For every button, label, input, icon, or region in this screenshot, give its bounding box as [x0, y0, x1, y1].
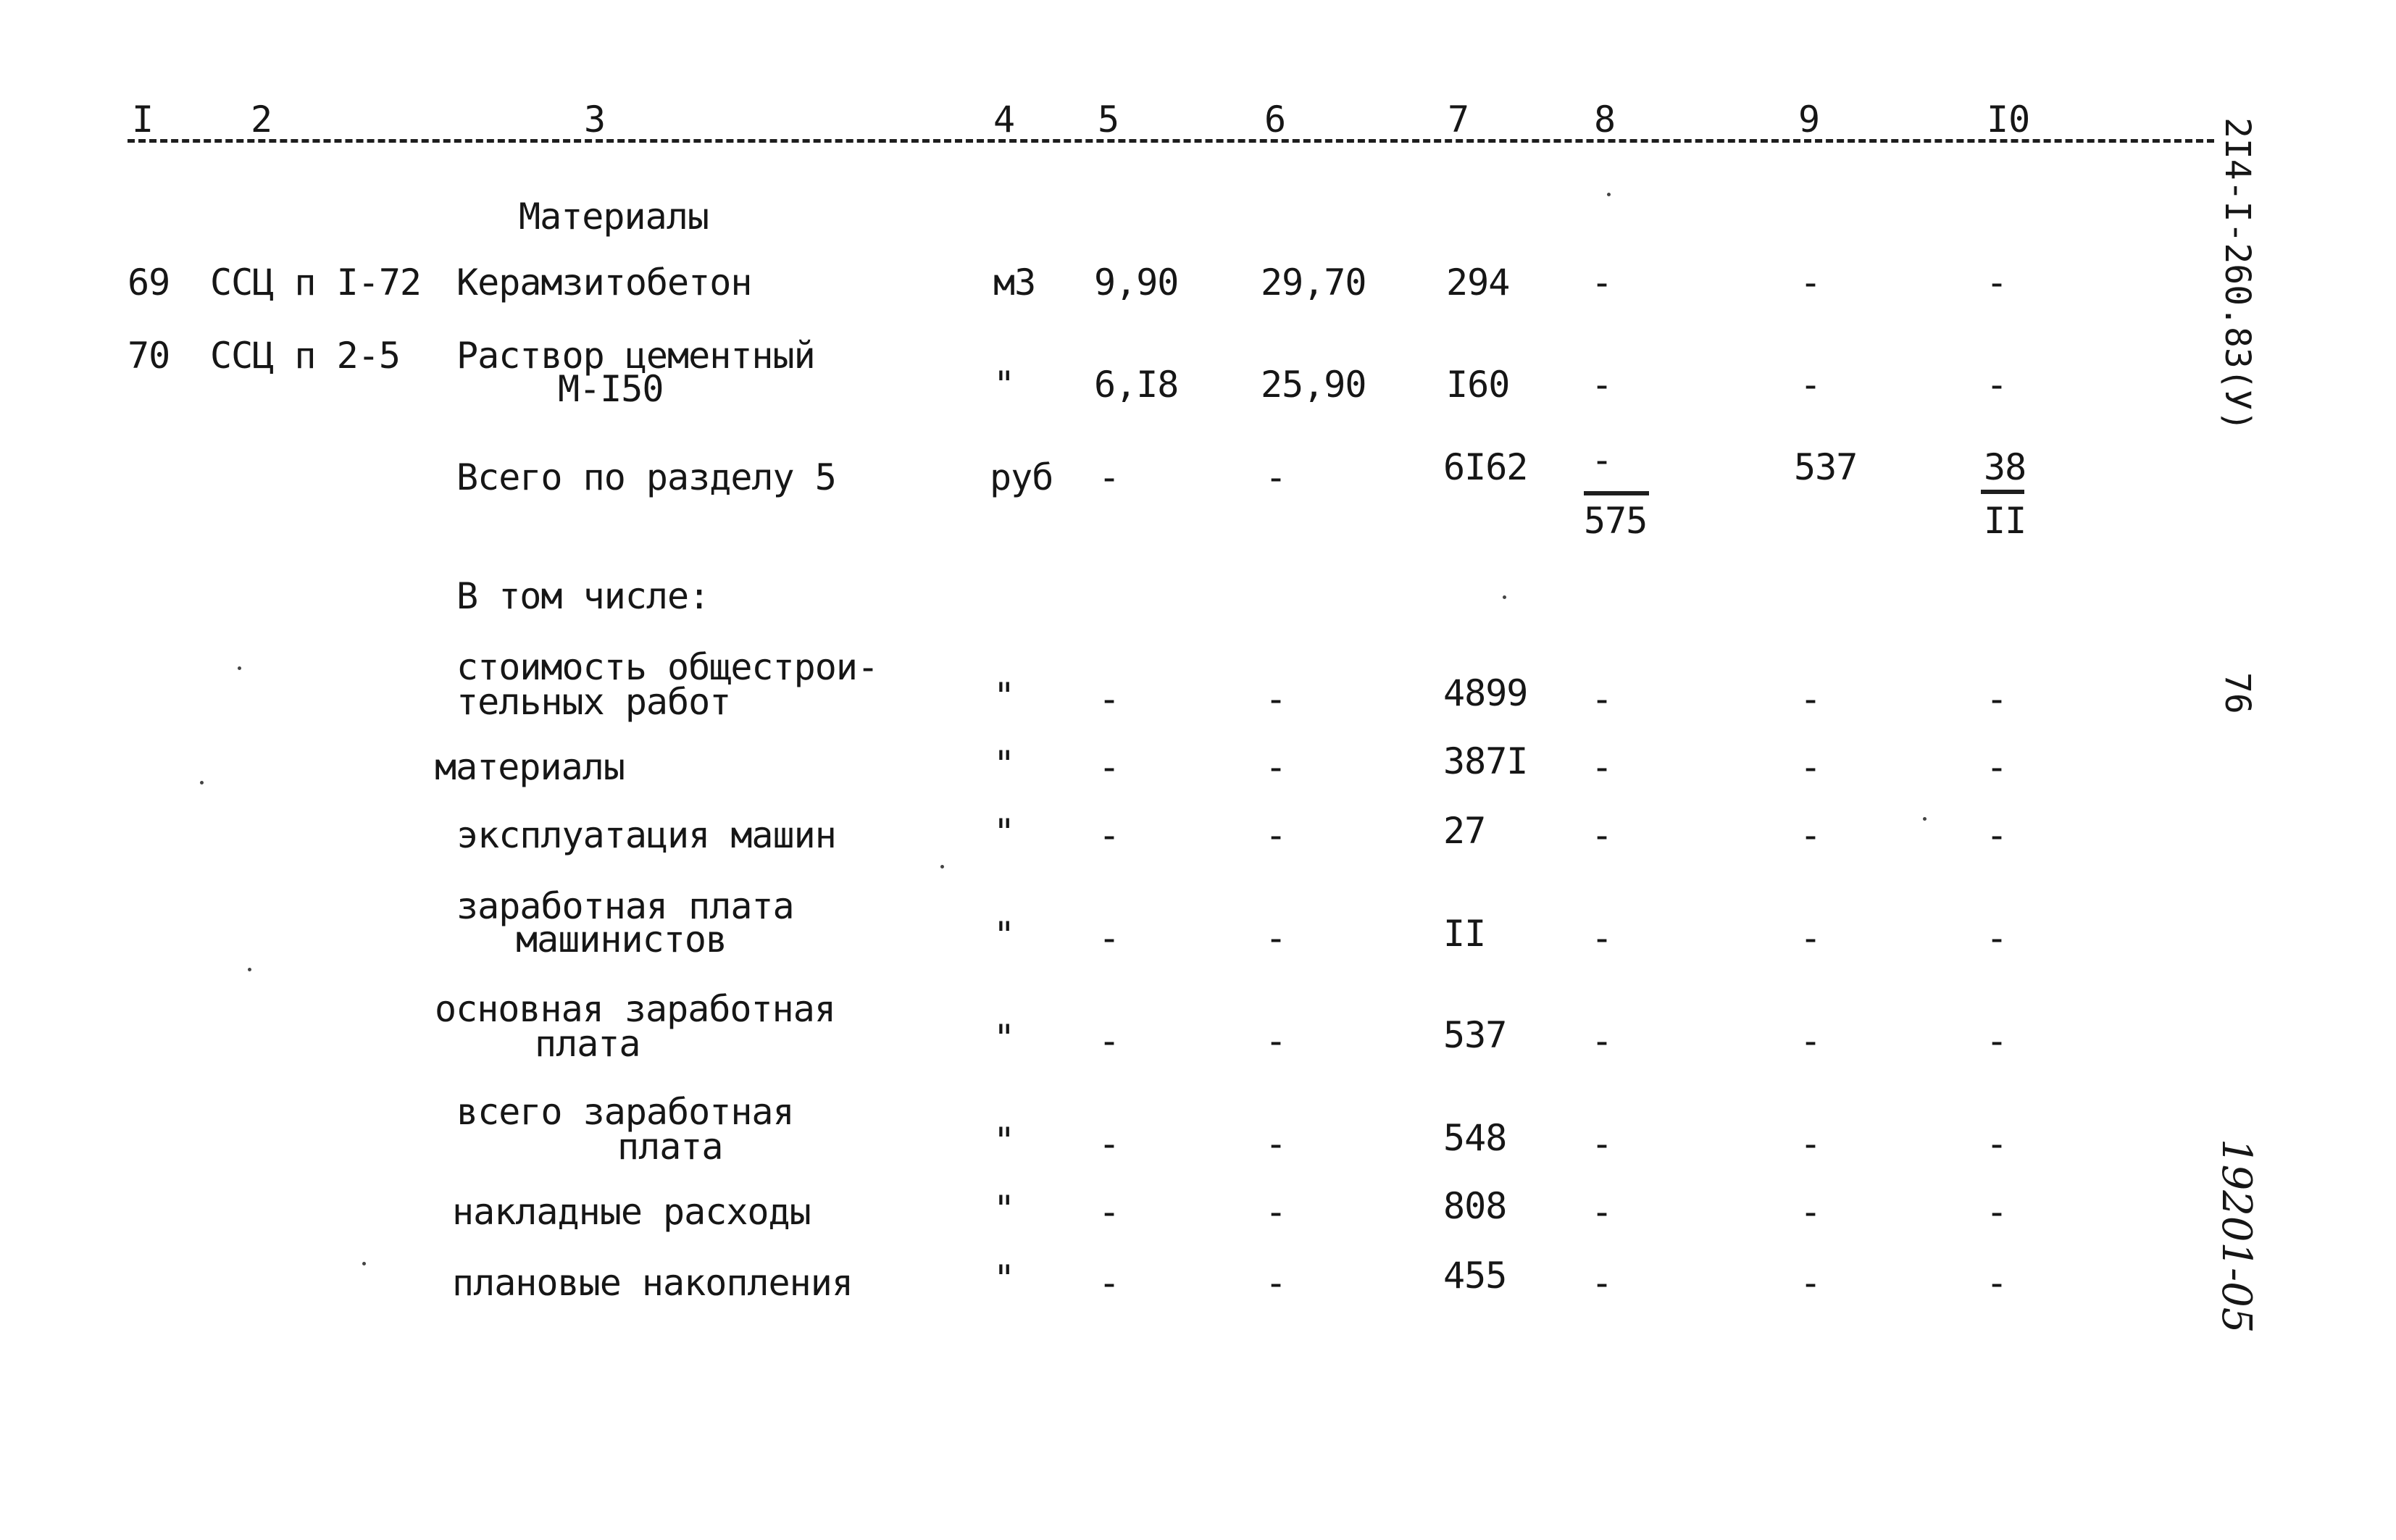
subitem-col-8: - — [1591, 1020, 1613, 1062]
header-rule — [128, 139, 2214, 143]
subitem-label-line-2: тельных работ — [456, 681, 731, 723]
header-col-8: 8 — [1594, 99, 1616, 141]
scan-speck — [1503, 595, 1506, 599]
subitem-col-10: - — [1986, 917, 2008, 959]
scan-speck — [238, 666, 241, 670]
subitem-col-9: - — [1800, 917, 1821, 959]
scan-speck — [362, 1262, 366, 1265]
row-name-line-2: М-I50 — [558, 368, 664, 410]
total-col-8-denominator: 575 — [1584, 500, 1648, 542]
subitem-col-10: - — [1986, 1020, 2008, 1062]
subitem-col-7: 537 — [1443, 1014, 1507, 1056]
subitem-unit: " — [993, 675, 1015, 717]
subitem-col-7: 548 — [1443, 1117, 1507, 1159]
subitem-col-6: - — [1265, 814, 1287, 856]
row-col-6: 29,70 — [1261, 261, 1366, 304]
section-title: Материалы — [519, 196, 709, 238]
header-col-2: 2 — [251, 99, 273, 141]
subitem-label-line-2: плата — [535, 1023, 640, 1065]
subitem-col-9: - — [1800, 814, 1821, 856]
subitem-col-5: - — [1098, 917, 1120, 959]
row-name: Керамзитобетон — [456, 261, 752, 304]
subitem-col-7: 808 — [1443, 1185, 1507, 1227]
subitem-col-5: - — [1098, 678, 1120, 720]
subitem-col-5: - — [1098, 1262, 1120, 1304]
subitem-col-5: - — [1098, 1020, 1120, 1062]
subitem-col-10: - — [1986, 678, 2008, 720]
scan-speck — [200, 781, 204, 784]
subitem-label-line-1: всего заработная — [456, 1091, 794, 1133]
total-unit: руб — [990, 456, 1053, 498]
header-col-3: 3 — [584, 99, 606, 141]
subitem-col-7: 4899 — [1443, 672, 1528, 714]
subitem-col-10: - — [1986, 1262, 2008, 1304]
row-col-9: - — [1800, 261, 1821, 304]
header-col-10: I0 — [1987, 99, 2031, 141]
subitem-col-9: - — [1800, 1020, 1821, 1062]
subitem-label-line-1: стоимость общестрои- — [456, 646, 879, 688]
row-reference: ССЦ п I-72 — [210, 261, 422, 304]
row-col-5: 9,90 — [1094, 261, 1179, 304]
subitem-unit: " — [993, 743, 1015, 785]
total-col-5: - — [1098, 456, 1120, 498]
subitem-col-6: - — [1265, 1123, 1287, 1165]
header-col-7: 7 — [1448, 99, 1470, 141]
subitem-unit: " — [993, 1120, 1015, 1162]
subitem-label-line-1: основная заработная — [435, 988, 835, 1030]
row-col-8: - — [1591, 364, 1613, 406]
subitem-col-6: - — [1265, 678, 1287, 720]
subitem-col-9: - — [1800, 1262, 1821, 1304]
scan-speck — [940, 865, 944, 869]
row-number: 69 — [128, 261, 170, 304]
subitem-col-9: - — [1800, 1123, 1821, 1165]
header-col-5: 5 — [1098, 99, 1120, 141]
subitem-col-7: 455 — [1443, 1255, 1507, 1297]
subitem-label: эксплуатация машин — [456, 814, 836, 856]
subitem-unit: " — [993, 1257, 1015, 1300]
subitem-col-7: 387I — [1443, 740, 1528, 782]
subitem-col-8: - — [1591, 814, 1613, 856]
subitem-col-6: - — [1265, 1262, 1287, 1304]
total-col-10-denominator: II — [1984, 500, 2026, 542]
subitem-col-5: - — [1098, 814, 1120, 856]
subitem-col-9: - — [1800, 678, 1821, 720]
fraction-line — [1584, 491, 1649, 495]
subitem-unit: " — [993, 1017, 1015, 1059]
header-col-6: 6 — [1264, 99, 1287, 141]
subitem-col-8: - — [1591, 917, 1613, 959]
handwritten-code: 19201-05 — [2213, 1139, 2260, 1334]
total-col-7: 6I62 — [1443, 446, 1528, 488]
subitem-col-8: - — [1591, 1191, 1613, 1233]
total-col-6: - — [1265, 456, 1287, 498]
scan-speck — [1923, 817, 1927, 821]
subitem-col-10: - — [1986, 1123, 2008, 1165]
subitem-label: плановые накопления — [452, 1262, 853, 1304]
row-reference: ССЦ п 2-5 — [210, 335, 400, 377]
page-number: 76 — [2217, 672, 2258, 714]
row-col-8: - — [1591, 261, 1613, 304]
scan-speck — [1607, 193, 1611, 196]
subitem-col-5: - — [1098, 1123, 1120, 1165]
row-unit: " — [993, 364, 1015, 406]
row-unit: м3 — [993, 261, 1036, 304]
subitem-col-9: - — [1800, 1191, 1821, 1233]
subitem-col-5: - — [1098, 746, 1120, 788]
row-col-7: 294 — [1446, 261, 1510, 304]
subitem-label-line-2: машинистов — [516, 918, 727, 961]
scan-speck — [248, 968, 251, 971]
subitem-label-line-1: заработная плата — [456, 885, 794, 927]
subitem-col-5: - — [1098, 1191, 1120, 1233]
subitem-unit: " — [993, 1188, 1015, 1230]
margin-doc-code: 2I4-I-260.83(У) — [2217, 117, 2258, 432]
subitem-col-6: - — [1265, 1020, 1287, 1062]
fraction-line — [1981, 490, 2024, 494]
subitem-col-8: - — [1591, 678, 1613, 720]
subitem-col-10: - — [1986, 814, 2008, 856]
subitem-col-9: - — [1800, 746, 1821, 788]
header-col-9: 9 — [1798, 99, 1821, 141]
including-label: В том числе: — [456, 575, 710, 617]
row-col-6: 25,90 — [1261, 364, 1366, 406]
subitem-label: накладные расходы — [452, 1191, 811, 1233]
subitem-col-7: 27 — [1443, 810, 1486, 852]
subitem-unit: " — [993, 811, 1015, 853]
row-col-10: - — [1986, 261, 2008, 304]
row-col-5: 6,I8 — [1094, 364, 1179, 406]
row-name-line-1: Раствор цементный — [456, 335, 815, 377]
subitem-col-6: - — [1265, 746, 1287, 788]
row-col-9: - — [1800, 364, 1821, 406]
subitem-col-6: - — [1265, 1191, 1287, 1233]
subitem-col-8: - — [1591, 1262, 1613, 1304]
header-col-1: I — [132, 99, 154, 141]
subitem-col-7: II — [1443, 913, 1486, 955]
subitem-col-8: - — [1591, 746, 1613, 788]
subitem-unit: " — [993, 914, 1015, 956]
row-col-7: I60 — [1446, 364, 1510, 406]
row-number: 70 — [128, 335, 170, 377]
total-col-8-numerator: - — [1591, 439, 1613, 481]
subitem-col-6: - — [1265, 917, 1287, 959]
subitem-col-10: - — [1986, 1191, 2008, 1233]
subitem-col-10: - — [1986, 746, 2008, 788]
total-label: Всего по разделу 5 — [456, 456, 836, 498]
row-col-10: - — [1986, 364, 2008, 406]
subitem-label-line-2: плата — [617, 1126, 723, 1168]
total-col-9: 537 — [1794, 446, 1858, 488]
header-col-4: 4 — [993, 99, 1016, 141]
subitem-col-8: - — [1591, 1123, 1613, 1165]
total-col-10-numerator: 38 — [1984, 446, 2026, 488]
subitem-label: материалы — [435, 746, 625, 788]
